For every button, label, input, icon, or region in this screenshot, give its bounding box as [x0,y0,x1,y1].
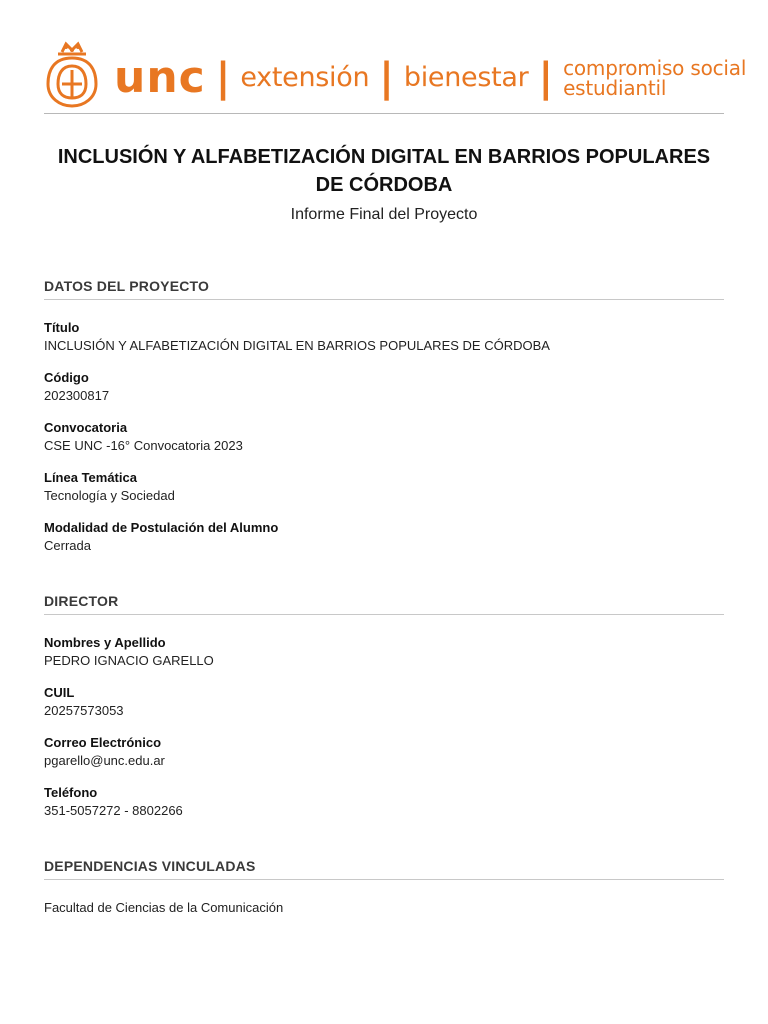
document-title: INCLUSIÓN Y ALFABETIZACIÓN DIGITAL EN BARRIOS POPULARES DE CÓRDOBA [57,146,711,196]
field-label: Línea Temática [44,470,137,485]
page-header [44,40,747,114]
brand-tagline-line2: estudiantil [563,76,667,100]
brand-separator: | [215,55,231,101]
field-label: Modalidad de Postulación del Alumno [44,520,279,535]
header-divider [44,113,724,114]
brand-tagline [563,58,746,98]
brand-separator: | [379,55,394,101]
field-label: Teléfono [44,785,98,800]
section-dependencias [44,858,724,917]
university-seal-icon [44,40,100,110]
field-linea-tematica [44,469,724,505]
field-label: Correo Electrónico [44,735,162,750]
field-cuil [44,684,724,720]
field-value: 351-5057272 - 8802266 [44,803,183,818]
field-titulo [44,319,724,355]
dependencia-value: Facultad de Ciencias de la Comunicación [44,900,284,915]
field-correo [44,734,724,770]
field-modalidad [44,519,724,555]
field-convocatoria [44,419,724,455]
field-value: INCLUSIÓN Y ALFABETIZACIÓN DIGITAL EN BARRIOS POPULARES DE CÓRDOBA [44,338,550,353]
field-telefono [44,784,724,820]
brand-separator: | [538,55,554,101]
brand-bienestar: bienestar [403,62,529,93]
field-value: pgarello@unc.edu.ar [44,753,165,768]
section-director [44,593,724,820]
section-heading: DEPENDENCIAS VINCULADAS [44,858,724,880]
brand-extension: extensión [240,62,370,93]
field-codigo [44,369,724,405]
field-label: Nombres y Apellido [44,635,166,650]
field-value: 20257573053 [44,703,124,718]
brand-unc: unc [114,52,206,103]
section-datos-proyecto [44,278,724,555]
field-nombre [44,634,724,670]
document-subtitle: Informe Final del Proyecto [290,206,478,223]
brand-tagline-line1: compromiso social [563,56,747,80]
section-heading: DATOS DEL PROYECTO [44,278,724,300]
field-value: Tecnología y Sociedad [44,488,175,503]
field-value: Cerrada [44,538,91,553]
field-value: CSE UNC -16° Convocatoria 2023 [44,438,243,453]
field-label: Código [44,370,89,385]
brand-wordmark [114,52,747,103]
section-heading: DIRECTOR [44,593,724,615]
field-value: 202300817 [44,388,110,403]
field-label: Título [44,320,80,335]
field-value: PEDRO IGNACIO GARELLO [44,653,214,668]
field-label: CUIL [44,685,75,700]
field-label: Convocatoria [44,420,128,435]
